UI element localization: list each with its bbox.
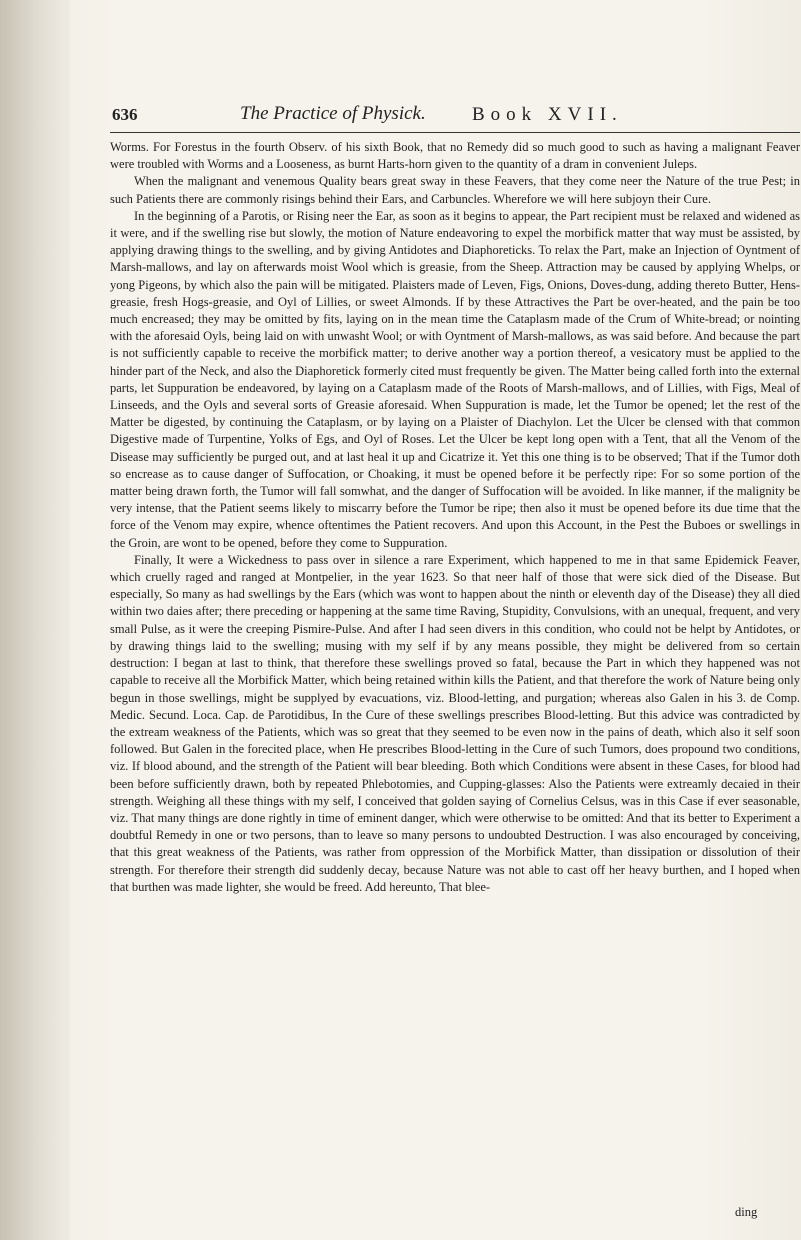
body-text bbox=[110, 139, 800, 896]
header-rule bbox=[110, 132, 800, 133]
paragraph: When the malignant and venemous Quality bears great sway in these Feavers, that they come neer the Nature of the true Pest; in such Patients there are commonly risings behind their Ears, and Carbuncles. Wherefore we will here subjoyn their Cure. bbox=[110, 174, 800, 206]
paragraph: Worms. For Forestus in the fourth Observ. of his sixth Book, that no Remedy did so much good to such as having a malignant Feaver were troubled with Worms and a Looseness, as burnt Harts-horn given to the quantity of a dram in convenient Juleps. bbox=[110, 140, 800, 172]
paragraph: In the beginning of a Parotis, or Rising neer the Ear, as soon as it begins to appear, the Part recipient must be relaxed and widened as it were, and if the swelling rise but slowly, the motion of Nature endeavoring to expel the morbifick matter that way must be assisted, by applying drawing things to the swelling, and by giving Antidotes and Diaphoreticks. To relax the Part, make an Injection of Oyntment of Marsh-mallows, and lay on afterwards moist Wool which is greasie, from the Sheep. Attraction may be caused by applying Whelps, or yong Pigeons, by which also the pain will be mitigated. Plaisters made of Leven, Figs, Onions, Doves-dung, adding thereto Butter, Hens-greasie, fresh Hogs-greasie, and Oyl of Lillies, or sweet Almonds. If by these Attractives the Part be over-heated, and the pain be too much encreased; they may be omitted by fits, laying on in the mean time the Cataplasm made of the Crum of White-bread; or nointing with the aforesaid Oyls, being laid on with unwasht Wool; or with Oyntment of Marsh-mallows, as was said before. And because the part is not sufficiently capable to receive the morbifick matter; to derive another way a portion thereof, a vesicatory must be applied to the hinder part of the Neck, and also the Diaphoretick formerly cited must frequently be given. The Matter being called forth into the external parts, let Suppuration be endeavored, by laying on a Cataplasm made of the Roots of Marsh-mallows, and of Lillies, with Figs, Meal of Linseeds, and the Oyls and several sorts of Greasie aforesaid. When Suppuration is made, let the Tumor be opened; let the rest of the Matter be digested, by continuing the Cataplasm, or by laying on a Plaister of Diachylon. Let the Ulcer be clensed with that common Digestive made of Turpentine, Yolks of Egs, and Oyl of Roses. Let the Ulcer be kept long open with a Tent, that all the Venom of the Disease may sufficiently be purged out, and at last heal it up and Cicatrize it. Yet this one thing is to be observed; That if the Tumor doth so encrease as to cause danger of Suffocation, or Choaking, it must be opened before it be perfectly ripe: For so some portion of the matter being drawn forth, the Tumor will fall somwhat, and the danger of Suffocation will be avoided. In like manner, if the malignity be very intense, that the Patient seems likely to miscarry before the Tumor be ripe; then also it must be opened before its due time that the force of the Venom may expire, whence oftentimes the Patient recovers. And upon this Account, in the Pest the Buboes or swellings in the Groin, are wont to be opened, before they come to Suppuration. bbox=[110, 208, 800, 550]
page-binding-shadow bbox=[0, 0, 70, 1240]
running-title: The Practice of Physick. bbox=[240, 103, 426, 124]
catchword: ding bbox=[735, 1205, 758, 1219]
page-number: 636 bbox=[112, 105, 138, 124]
book-label: Book XVII. bbox=[472, 104, 623, 125]
paragraph: Finally, It were a Wickedness to pass over in silence a rare Experiment, which happened to me in that same Epidemick Feaver, which cruelly raged and ranged at Montpelier, in the year 1623. So that neer half of those that were sick died of the Disease. But especially, So many as had swellings by the Ears (which was wont to happen about the ninth or eleventh day of the Disease) they all died within two daies after; there preceding or happening at the same time Raving, Stupidity, Convulsions, with an unequal, frequent, and very small Pulse, as it were the creeping Pismire-Pulse. And after I had seen divers in this condition, who could not be helpt by Antidotes, or by drawing things laid to the swelling; musing with my self if by any means possible, they might be delivered from so certain destruction: I began at last to think, that therefore these swellings proved so fatal, because the Part in which they happened was not capable to receive all the Morbifick Matter, which being retained within kills the Patient, and that therefore the work of Nature being only begun in those swellings, might be supplyed by evacuations, viz. Blood-letting, and purgation; whereas also Galen in his 3. de Comp. Medic. Secund. Loca. Cap. de Parotidibus, In the Cure of these swellings prescribes Blood-letting. But this advice was contradicted by the extream weakness of the Patients, which was so great that they seemed to be even now in the pains of death, which also it self soon followed. But Galen in the forecited place, when He prescribes Blood-letting in the Cure of such Tumors, does propound two conditions, viz. If blood abound, and the strength of the Patient will bear bleeding. Both which Conditions were absent in these Cases, for blood had been before sufficiently drawn, both by repeated Phlebotomies, and Cupping-glasses: Also the Patients were extreamly decaied in their strength. Weighing all these things with my self, I conceived that golden saying of Cornelius Celsus, was in this Case if ever seasonable, viz. That many things are done rightly in time of eminent danger, which were otherwise to be omitted: And that its better to Experiment a doubtful Remedy in one or two persons, than to leave so many persons to undoubted Destruction. I was also encouraged by conceiving, that this great weakness of the Patients, was rather from oppression of the Morbifick Matter, than dissipation or dissolution of their strength. For therefore their strength did suddenly decay, because Nature was not able to cast off her heavy burthen, and I hoped when that burthen was made lighter, she would be freed. Add hereunto, That blee- bbox=[110, 552, 800, 894]
